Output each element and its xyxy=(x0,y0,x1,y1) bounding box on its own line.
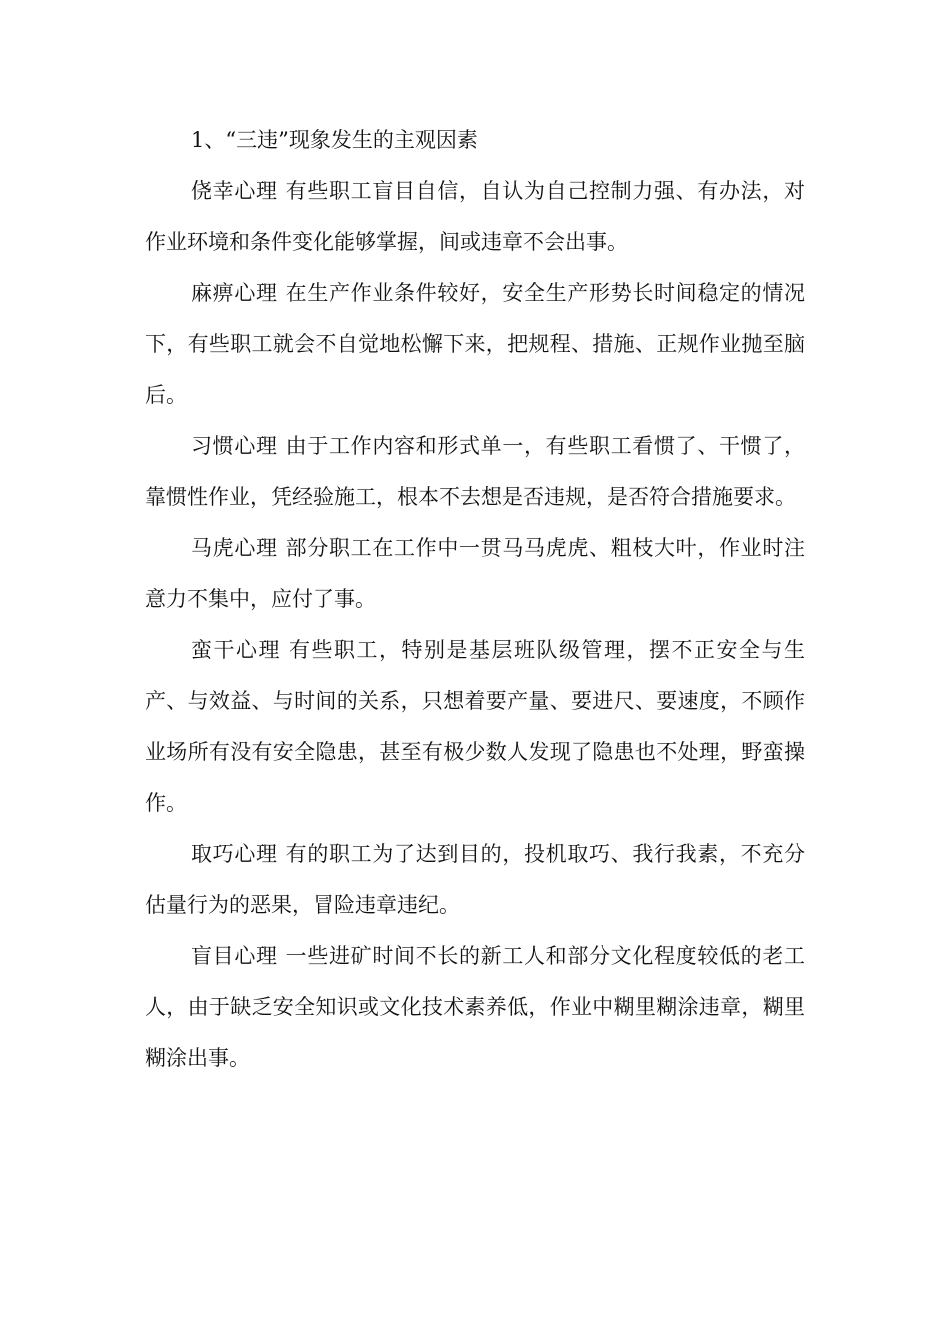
paragraph-mahu xyxy=(145,523,805,625)
paragraph-mangmu xyxy=(145,931,805,1084)
paragraph-quqiao xyxy=(145,829,805,931)
paragraph-text: 在生产作业条件较好，安全生产形势长时间稳定的情况下，有些职工就会不自觉地松懈下来，把规程、措施、正规作业抛至脑后。 xyxy=(145,281,806,407)
section-heading: 1、“三违”现象发生的主观因素 xyxy=(191,128,478,152)
paragraph-term: 麻痹心理 xyxy=(191,281,278,305)
paragraph-text: 一些进矿时间不长的新工人和部分文化程度较低的老工人，由于缺乏安全知识或文化技术素养低，作业中糊里糊涂违章，糊里糊涂出事。 xyxy=(145,944,806,1070)
paragraph-term: 习惯心理 xyxy=(191,434,278,458)
paragraph-mabi xyxy=(145,268,805,421)
paragraph-text: 部分职工在工作中一贯马马虎虎、粗枝大叶，作业时注意力不集中，应付了事。 xyxy=(145,536,806,611)
paragraph-mangan xyxy=(145,625,805,829)
paragraph-term: 侥幸心理 xyxy=(191,179,278,203)
paragraph-term: 盲目心理 xyxy=(191,944,278,968)
paragraph-term: 马虎心理 xyxy=(191,536,278,560)
paragraph-term: 取巧心理 xyxy=(191,842,278,866)
paragraph-text: 有些职工盲目自信，自认为自己控制力强、有办法，对作业环境和条件变化能够掌握，间或违章不会出事。 xyxy=(145,179,806,254)
paragraph-xiguan xyxy=(145,421,805,523)
paragraph-text: 有的职工为了达到目的，投机取巧、我行我素，不充分估量行为的恶果，冒险违章违纪。 xyxy=(145,842,806,917)
document-body xyxy=(145,115,805,1084)
paragraph-text: 有些职工，特别是基层班队级管理，摆不正安全与生产、与效益、与时间的关系，只想着要产量、要进尺、要速度，不顾作业场所有没有安全隐患，甚至有极少数人发现了隐患也不处理，野蛮操作。 xyxy=(145,638,805,815)
paragraph-term: 蛮干心理 xyxy=(191,638,281,662)
paragraph-jiaoxing xyxy=(145,166,805,268)
paragraph-text: 由于工作内容和形式单一，有些职工看惯了、干惯了，靠惯性作业，凭经验施工，根本不去想是否违规，是否符合措施要求。 xyxy=(145,434,806,509)
